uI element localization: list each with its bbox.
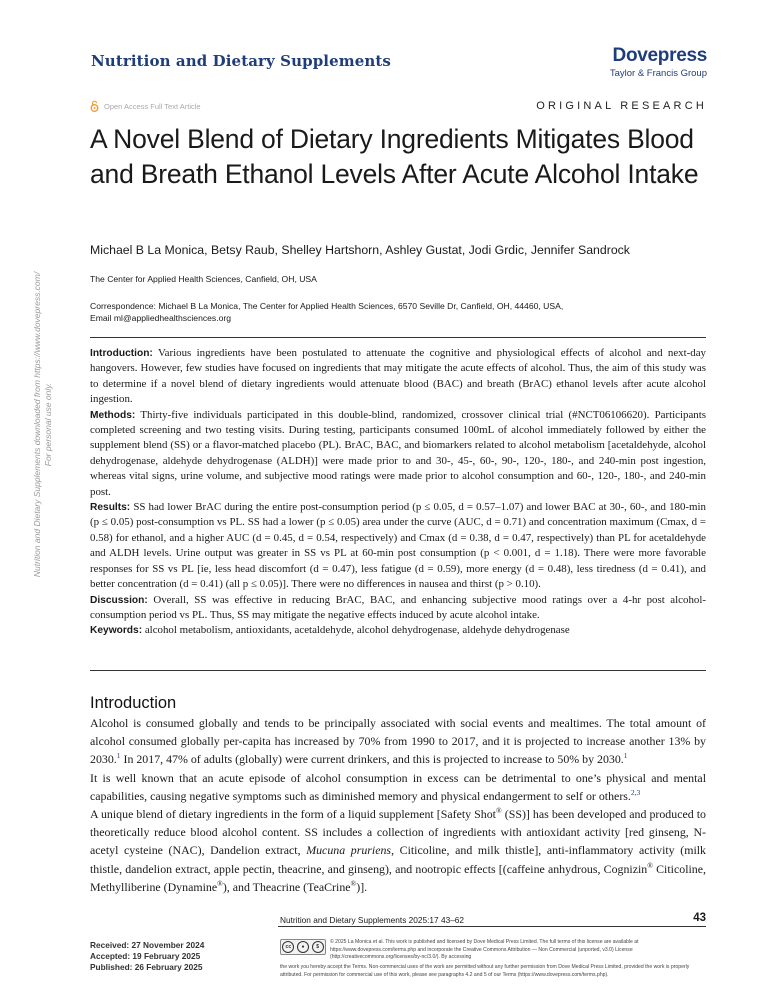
correspondence-email[interactable]: Email ml@appliedhealthsciences.org	[90, 313, 232, 323]
correspondence-address: Correspondence: Michael B La Monica, The Center for Applied Health Sciences, 6570 Seville Dr, Canfield, OH, 44460, USA,	[90, 301, 564, 311]
abstract-discussion-text: Overall, SS was effective in reducing BrAC, BAC, and enhancing subjective mood ratings over a 4-hr post alcohol-consumption period vs PL. Thus, SS may mitigate the negative effects induced by acute alcohol intake.	[90, 593, 706, 621]
download-watermark	[32, 252, 62, 597]
abstract	[90, 346, 706, 639]
abstract-introduction	[90, 346, 706, 408]
intro-p3-text-a: A unique blend of dietary ingredients in the form of a liquid supplement [Safety Shot	[90, 807, 496, 822]
published-date: Published: 26 February 2025	[90, 962, 203, 972]
nc-icon: $	[312, 941, 324, 953]
introduction-body	[90, 714, 706, 896]
abstract-bottom-rule	[90, 670, 706, 671]
abstract-intro-label: Introduction:	[90, 348, 153, 359]
open-access-badge	[90, 100, 201, 112]
received-date: Received: 27 November 2024	[90, 940, 205, 950]
intro-p3-text-d: Citicoline, Methylliberine (Dynamine	[90, 861, 706, 894]
abstract-intro-text: Various ingredients have been postulated to attenuate the cognitive and physiological effects of alcohol and next-day hangovers. However, few studies have focused on ingredients that may mitigate the acute effects of alcohol. Thus, the aim of this study was to determine if a novel blend of dietary ingredients would attenuate blood (BAC) and breath (BrAC) ethanol levels after acute alcohol ingestion.	[90, 347, 706, 406]
open-access-label: Open Access Full Text Article	[104, 101, 201, 111]
open-access-icon	[90, 100, 99, 112]
introduction-heading: Introduction	[90, 694, 177, 712]
registered-mark: ®	[217, 878, 223, 888]
affiliation: The Center for Applied Health Sciences, Canfield, OH, USA	[90, 274, 317, 284]
abstract-methods-text: Thirty-five individuals participated in this double-blind, randomized, crossover clinical trial (#NCT06106620). Participants completed screening and two testing visits. During testing, participants consumed 100mL of alcohol immediately followed by either the supplement blend (SS) or a flavor-matched placebo (PL). BrAC, BAC, and biomarkers related to alcohol metabolism [acetaldehyde, alcohol dehydrogenase, aldehyde dehydrogenase (ALDH)] were made prior to and 30-, 45-, 60-, 90-, 120-, 180-, and 240-min post ingestion, whereas vital signs, urine volume, and subjective mood ratings were made prior to alcohol consumption and 60-, 120-, 180-, and 240-min post.	[90, 408, 706, 498]
abstract-keywords-label: Keywords:	[90, 625, 143, 637]
intro-p1-text-a: Alcohol is consumed globally and tends to be principally associated with social events and mealtimes. The total amount of alcohol consumed globally per-capita has increased by 70% from 1990 to 2017, and it is projected to increase another 13% by 2030.	[90, 716, 706, 767]
registered-mark: ®	[350, 878, 357, 888]
intro-p3-italic: Mucuna pruriens	[306, 843, 392, 858]
footer-citation: Nutrition and Dietary Supplements 2025:17 43–62	[280, 915, 465, 925]
intro-p1-text-b: In 2017, 47% of adults (globally) were current drinkers, and this is projected to increase to 50% by 2030.	[120, 752, 624, 767]
article-title: A Novel Blend of Dietary Ingredients Mitigates Blood and Breath Ethanol Levels After Acute Alcohol Intake	[90, 124, 699, 189]
publication-dates	[90, 940, 204, 973]
abstract-top-rule	[90, 337, 706, 338]
intro-p3-text-e: ), and Theacrine (TeaCrine	[222, 879, 351, 894]
cc-license-icon[interactable]	[280, 939, 326, 955]
intro-p2-text: It is well known that an acute episode of alcohol consumption in excess can be detrimental to one’s physical and mental capabilities, causing negative symptoms such as diminished memory and physical endangerment to self or others.	[90, 770, 706, 803]
intro-p3-text-b: (SS)] has been developed and produced to theoretically reduce blood alcohol content. SS includes a collection of ingredients with antioxidant activity [red ginseng, N-acetyl cysteine (NAC), Dandelion extract,	[90, 807, 706, 858]
intro-p3-text-f: )].	[356, 879, 368, 894]
footer-rule	[278, 926, 706, 927]
article-type: ORIGINAL RESEARCH	[536, 100, 707, 112]
abstract-discussion	[90, 593, 706, 624]
citation-link[interactable]: 1	[623, 751, 628, 761]
abstract-results-label: Results:	[90, 502, 131, 514]
author-list: Michael B La Monica, Betsy Raub, Shelley Hartshorn, Ashley Gustat, Jodi Grdic, Jennifer Sandrock	[90, 243, 630, 257]
abstract-results-text: SS had lower BrAC during the entire post-consumption period (p ≤ 0.05, d = 0.57–1.07) and lower BAC at 30-, 60-, and 180-min (p ≤ 0.05) post-consumption vs PL. SS had a lower (p ≤ 0.05) area under the curve (AUC, d = 0.71) and concentration maximum (Cmax, d = 0.58) for ethanol, and a higher AUC (d = 0.45, d = 0.54, respectively) and Cmax (d = 0.38, d = 0.47, respectively) than PL for acetaldehyde and ALDH levels. Urine output was greater in SS vs PL at 60-min post consumption (p < 0.001, d = 1.18). There were more favorable responses for SS vs PL [ie, less head discomfort (d = 0.47), less fatigue (d = 0.59), more energy (d = 0.48), less tiredness (d = 0.41), and better concentration (d = 0.41) (all p ≤ 0.05)]. There were no differences in nausea and thirst (p > 0.10).	[90, 501, 706, 591]
abstract-discussion-label: Discussion:	[90, 594, 148, 606]
registered-mark: ®	[647, 860, 653, 870]
publisher-sub: Taylor & Francis Group	[609, 68, 707, 79]
watermark-line-1: Nutrition and Dietary Supplements downloaded from https://www.dovepress.com/	[32, 271, 42, 578]
publisher-logo	[610, 45, 707, 79]
page-number: 43	[693, 912, 706, 924]
watermark-line-2: For personal use only.	[43, 382, 53, 467]
journal-name: Nutrition and Dietary Supplements	[91, 52, 391, 70]
correspondence	[90, 300, 710, 324]
abstract-results	[90, 500, 706, 592]
abstract-methods-label: Methods:	[90, 409, 136, 421]
citation-link[interactable]: 1	[116, 751, 121, 761]
citation-link[interactable]: 2,3	[630, 787, 641, 797]
abstract-keywords	[90, 623, 706, 638]
abstract-keywords-text: alcohol metabolism, antioxidants, acetaldehyde, alcohol dehydrogenase, aldehyde dehydrogenase	[144, 624, 570, 637]
license-text-continued: the work you hereby accept the Terms. Non-commercial uses of the work are permitted without any further permission from Dove Medical Press Limited, provided the work is properly attributed. For permission for commercial use of this work, please see paragraphs 4.2 and 5 of our Terms (https://www.dovepress.com/terms.php).	[280, 964, 690, 978]
abstract-methods	[90, 408, 706, 500]
intro-p3-text-c: , Citicoline, and milk thistle], anti-inflammatory activity (milk thistle, dandelion extract, apple pectin, theacrine, and ginseng), and nootropic effects [(caffeine anhydrous, Cognizin	[90, 843, 706, 876]
intro-paragraph-3	[90, 805, 706, 896]
registered-mark: ®	[496, 806, 502, 816]
intro-paragraph-1	[90, 714, 706, 769]
publisher-brand: Dovepress	[612, 45, 707, 66]
cc-icon: cc	[282, 941, 294, 953]
by-icon: ●	[297, 941, 309, 953]
license-text: © 2025 La Monica et al. This work is published and licensed by Dove Medical Press Limited. The full terms of this license are available at https://www.dovepress.com/terms.php and incorporate the Creative Commons Attribution — Non Commercial (unported, v3.0) License (http://creativecommons.org/licenses/by-nc/3.0/). By accessing	[330, 939, 639, 960]
intro-paragraph-2	[90, 769, 706, 805]
accepted-date: Accepted: 19 February 2025	[90, 951, 201, 961]
